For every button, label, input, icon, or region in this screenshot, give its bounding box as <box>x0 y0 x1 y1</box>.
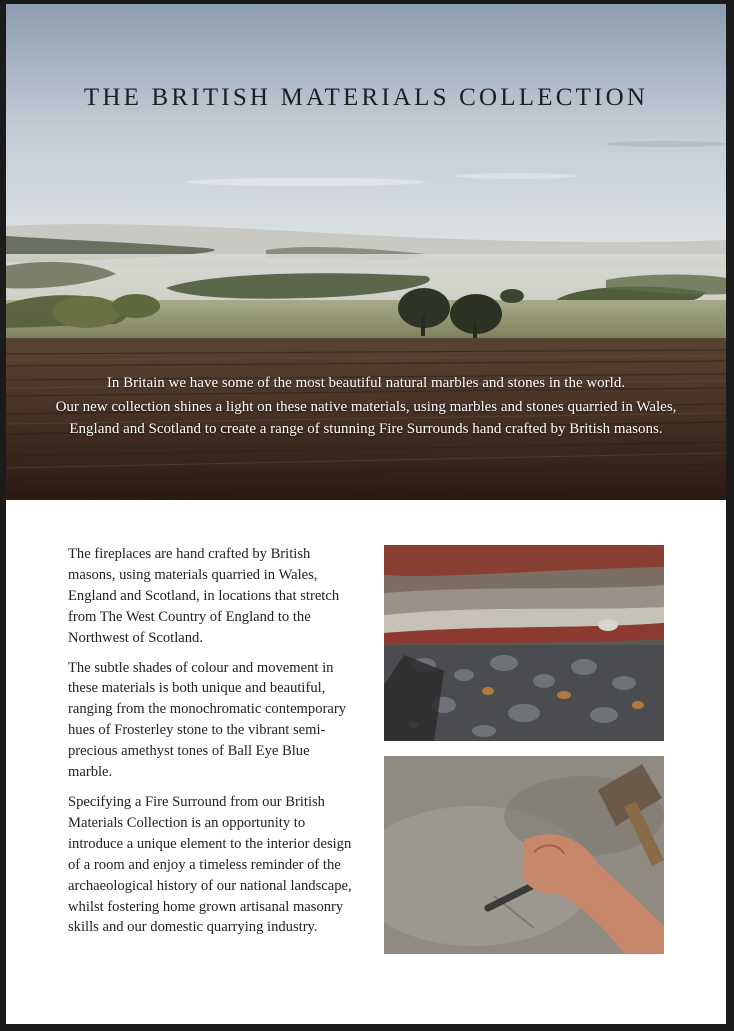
hero-intro <box>46 372 686 440</box>
rock-strata-illustration <box>384 545 664 741</box>
mason-chisel-illustration <box>384 756 664 954</box>
hero-intro-line-1: In Britain we have some of the most beautiful natural marbles and stones in the world. <box>106 375 626 391</box>
hero-intro-line-2: Our new collection shines a light on these native materials, using marbles and stones quarried in Wales, England and Scotland to create a range of stunning Fire Surrounds hand crafted by British masons. <box>55 399 677 437</box>
rock-strata-photo <box>384 545 664 741</box>
body-paragraph-2: The subtle shades of colour and movement in these materials is both unique and beautiful, ranging from the monochromatic contemporary hues of Frosterley stone to the vibrant semi-precious amethyst tones of Ball Eye Blue marble. <box>68 659 347 781</box>
brochure-page <box>6 4 726 1024</box>
hero-landscape-photo <box>6 4 726 500</box>
body-paragraph-3: Specifying a Fire Surround from our British Materials Collection is an opportunity to introduce a unique element to the interior design of a room and enjoy a timeless reminder of the archaeological history of our national landscape, whilst fostering home grown artisanal masonry skills and our domestic quarrying industry. <box>68 793 352 936</box>
body-copy <box>68 544 354 947</box>
body-paragraph-1: The fireplaces are hand crafted by British masons, using materials quarried in Wales, England and Scotland, in locations that stretch from The West Country of England to the Northwest of Scotland. <box>68 546 340 646</box>
page-title: THE BRITISH MATERIALS COLLECTION <box>83 84 649 111</box>
mason-chisel-photo <box>384 756 664 954</box>
